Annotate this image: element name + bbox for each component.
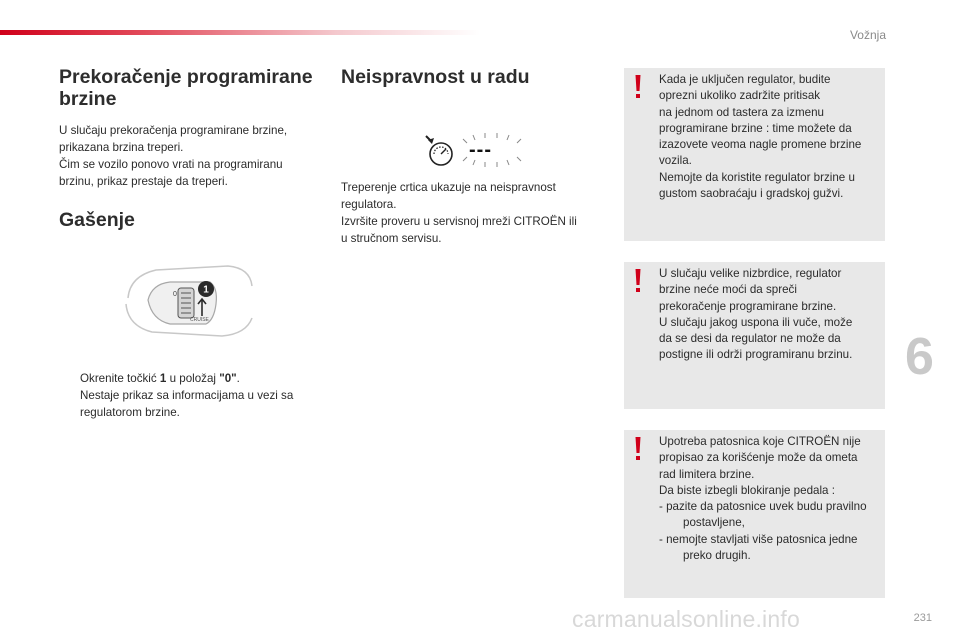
warning-line: rad limitera brzine.	[659, 467, 755, 481]
cruise-label: CRUISE	[190, 317, 209, 323]
warning-line: programirane brzine : time možete da	[659, 121, 852, 135]
switch-off-line: regulatorom brzine.	[80, 406, 180, 419]
warning-line: Kada je uključen regulator, budite	[659, 73, 831, 86]
section-title: Vožnja	[849, 28, 886, 42]
malfunction-text	[341, 179, 603, 247]
warning-line: vozila.	[659, 154, 692, 168]
malfunction-line: Izvršite proveru u servisnoj mreži CITROËN ili	[341, 215, 577, 228]
overspeed-line: prikazana brzina treperi.	[59, 141, 184, 154]
warning-line: brzine neće moći da spreči	[659, 283, 797, 297]
overspeed-text	[59, 122, 319, 190]
warning-line: gustom saobraćaju i gradskoj gužvi.	[659, 187, 844, 201]
overspeed-line: brzinu, prikaz prestaje da treperi.	[59, 175, 228, 188]
warning-line: U slučaju velike nizbrdice, regulator	[659, 267, 842, 280]
warning-box	[624, 68, 885, 241]
chapter-number: 6	[905, 328, 934, 386]
warning-line: Da biste izbegli blokiranje pedala :	[659, 483, 835, 497]
warning-list-item: - nemojte stavljati više patosnica jedne preko drugih.	[659, 532, 858, 563]
header-accent-bar	[0, 30, 480, 35]
switch-off-line: Nestaje prikaz sa informacijama u vezi sa	[80, 389, 294, 402]
warning-box	[624, 430, 885, 598]
warning-line: Nemojte da koristite regulator brzine u	[659, 170, 855, 184]
overspeed-line: Čim se vozilo ponovo vrati na programiranu	[59, 158, 283, 171]
warning-line: na jednom od tastera za izmenu	[659, 105, 824, 119]
warning-text	[659, 434, 881, 564]
warning-exclamation-icon	[634, 269, 642, 293]
warning-text	[659, 72, 881, 202]
malfunction-line: regulatora.	[341, 198, 397, 211]
warning-list-item: - pazite da patosnice uvek budu pravilno postavljene,	[659, 500, 867, 530]
warning-box	[624, 262, 885, 409]
warning-line: propisao za korišćenje može da ometa	[659, 451, 858, 465]
warning-line: U slučaju jakog uspona ili vuče, može	[659, 315, 853, 329]
callout-number: 1	[203, 284, 209, 296]
overspeed-heading: Prekoračenje programirane brzine	[59, 66, 313, 110]
warning-line: oprezni ukoliko zadržite pritisak	[659, 89, 821, 103]
warning-line: izazovete veoma nagle promene brzine	[659, 138, 862, 152]
dashes-readout: ---	[469, 139, 492, 161]
overspeed-line: U slučaju prekoračenja programirane brzine,	[59, 124, 288, 137]
cruise-control-switch-illustration	[118, 258, 258, 344]
warning-exclamation-icon	[634, 437, 642, 461]
warning-line: Upotreba patosnica koje CITROËN nije	[659, 435, 861, 448]
warning-exclamation-icon	[634, 75, 642, 99]
malfunction-line: Treperenje crtica ukazuje na neispravnost	[341, 181, 556, 194]
switch-off-text	[59, 370, 319, 421]
malfunction-line: u stručnom servisu.	[341, 232, 442, 245]
switch-off-line: Okrenite točkić 1 u položaj "0".	[80, 372, 240, 385]
switch-off-heading: Gašenje	[59, 209, 135, 231]
warning-line: prekoračenje programirane brzine.	[659, 299, 837, 313]
svg-text:0: 0	[173, 291, 177, 298]
malfunction-heading: Neispravnost u radu	[341, 66, 530, 88]
warning-line: da se desi da regulator ne može da	[659, 332, 841, 346]
speed-limit-display-icon	[418, 126, 530, 170]
warning-line: postigne ili održi programiranu brzinu.	[659, 348, 853, 362]
watermark: carmanualsonline.info	[572, 606, 800, 632]
page-number: 231	[913, 612, 932, 624]
warning-text	[659, 266, 881, 364]
